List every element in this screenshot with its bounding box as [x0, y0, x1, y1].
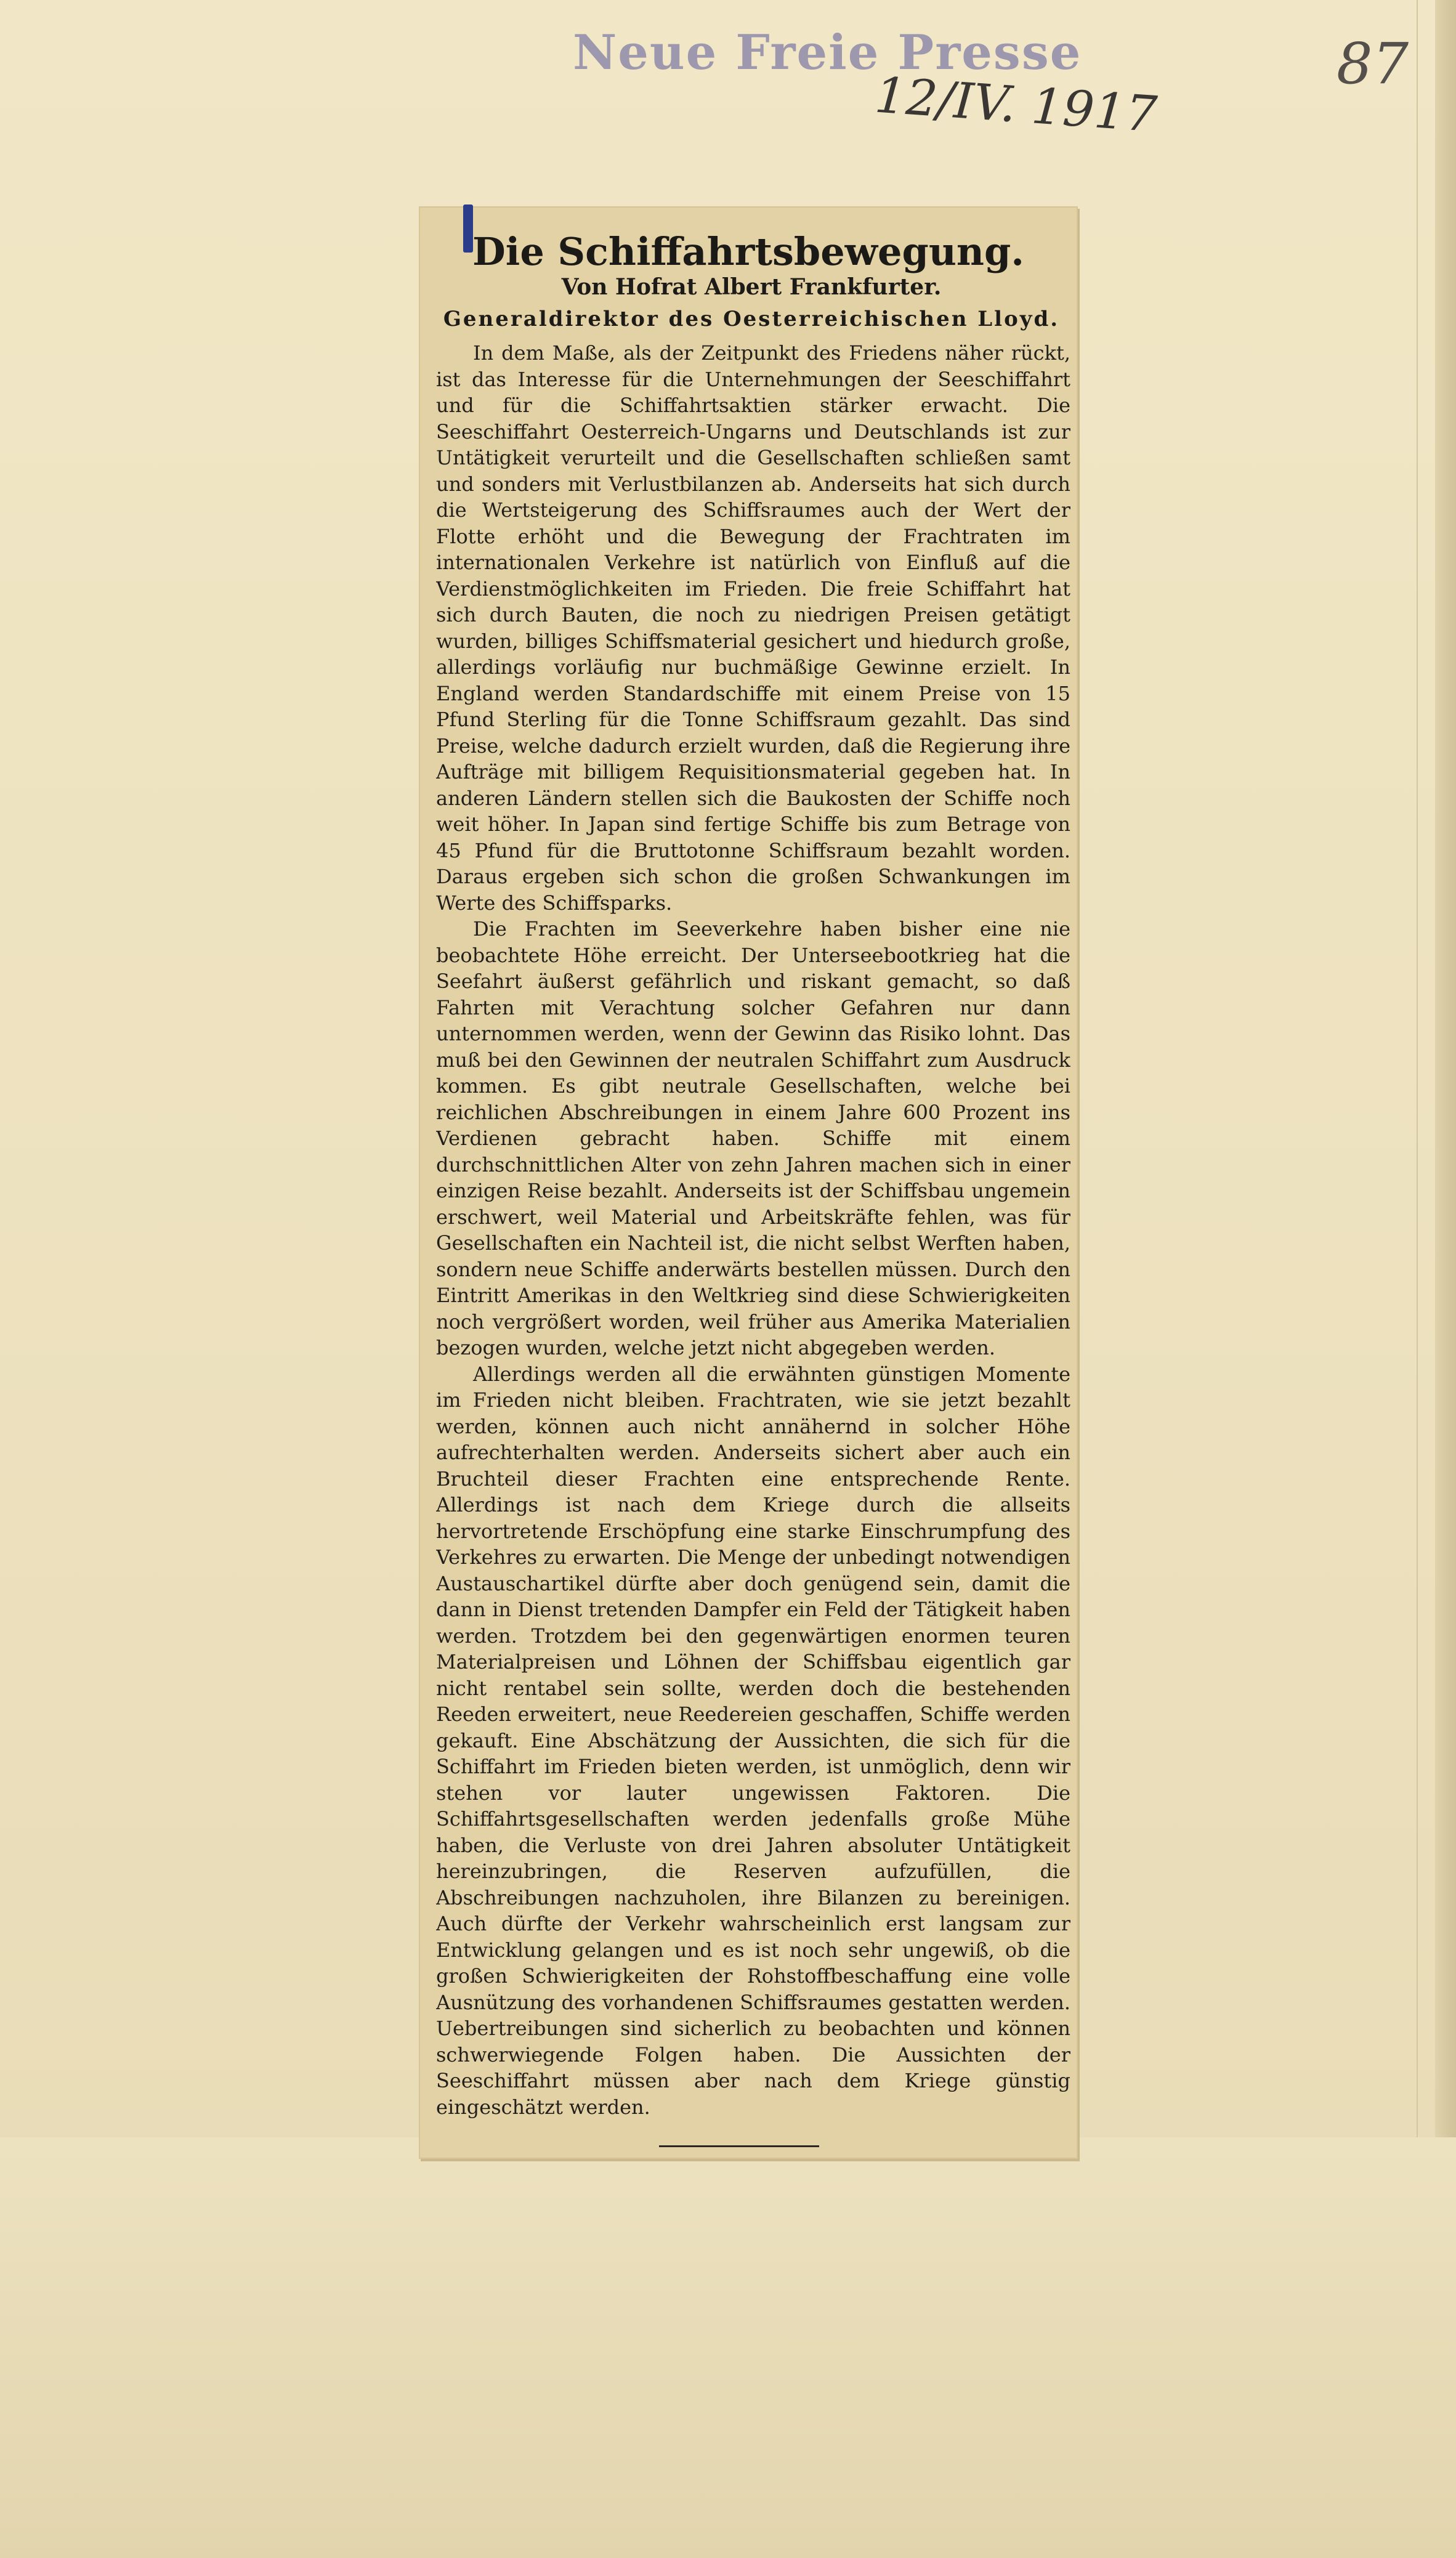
- sheet-lower-area: [0, 2137, 1456, 2558]
- article-paragraph: Die Frachten im Seeverkehre haben bisher eine nie beobachtete Höhe erreicht. Der Unterseebootkrieg hat die Seefahrt äußerst gefährlich und riskant gemacht, so daß Fahrten mit Verachtung solcher Gefahren nur dann unternommen werden, wenn der Gewinn das Risiko lohnt. Das muß bei den Gewinnen der neutralen Schiffahrt zum Ausdruck kommen. Es gibt neutrale Gesellschaften, welche bei reichlichen Abschreibungen in einem Jahre 600 Prozent ins Verdienen gebracht haben. Schiffe mit einem durchschnittlichen Alter von zehn Jahren machen sich in einer einzigen Reise bezahlt. Anderseits ist der Schiffsbau ungemein erschwert, weil Material und Arbeitskräfte fehlen, was für Gesellschaften ein Nachteil ist, die nicht selbst Werften haben, sondern neue Schiffe anderwärts bestellen müssen. Durch den Eintritt Amerikas in den Weltkrieg sind diese Schwierigkeiten noch vergrößert worden, weil früher aus Amerika Materialien bezogen wurden, welche jetzt nicht abgegeben werden.: [436, 917, 1070, 1359]
- handwritten-date: 12/IV. 1917: [873, 66, 1159, 144]
- article-paragraph: In dem Maße, als der Zeitpunkt des Friedens näher rückt, ist das Interesse für die Unternehmungen der Seeschiffahrt und für die Schiffahrtsaktien stärker erwacht. Die Seeschiffahrt Oesterreich-Ungarns und Deutschlands ist zur Untätigkeit verurteilt und die Gesellschaften schließen samt und sonders mit Verlustbilanzen ab. Anderseits hat sich durch die Wertsteigerung des Schiffsraumes auch der Wert der Flotte erhöht und die Bewegung der Frachtraten im internationalen Verkehre ist natürlich von Einfluß auf die Verdienstmöglichkeiten im Frieden. Die freie Schiffahrt hat sich durch Bauten, die noch zu niedrigen Preisen getätigt wurden, billiges Schiffsmaterial gesichert und hiedurch große, allerdings vorläufig nur buchmäßige Gewinne erzielt. In England werden Standardschiffe mit einem Preise von 15 Pfund Sterling für die Tonne Schiffsraum gezahlt. Das sind Preise, welche dadurch erzielt wurden, daß die Regierung ihre Aufträge mit billigem Requisitionsmaterial gegeben hat. In anderen Ländern stellen sich die Baukosten der Schiffe noch weit höher. In Japan sind fertige Schiffe bis zum Betrage von 45 Pfund für die Bruttotonne Schiffsraum bezahlt worden. Daraus ergeben sich schon die großen Schwankungen im Werte des Schiffsparks.: [436, 341, 1070, 915]
- article-byline: Von Hofrat Albert Frankfurter.: [561, 274, 942, 300]
- article-body: [436, 340, 1070, 2120]
- article-headline: Die Schiffahrtsbewegung.: [472, 229, 1024, 274]
- end-rule: [659, 2145, 819, 2147]
- article-paragraph: Allerdings werden all die erwähnten günstigen Momente im Frieden nicht bleiben. Frachtraten, wie sie jetzt bezahlt werden, können auch nicht annähernd in solcher Höhe aufrechterhalten werden. Anderseits sichert aber auch ein Bruchteil dieser Frachten eine entsprechende Rente. Allerdings ist nach dem Kriege durch die allseits hervortretende Erschöpfung eine starke Einschrumpfung des Verkehres zu erwarten. Die Menge der unbedingt notwendigen Austauschartikel dürfte aber doch genügend sein, damit die dann in Dienst tretenden Dampfer ein Feld der Tätigkeit haben werden. Trotzdem bei den gegenwärtigen enormen teuren Materialpreisen und Löhnen der Schiffsbau eigentlich gar nicht rentabel sein sollte, werden doch die bestehenden Reeden erweitert, neue Reedereien geschaffen, Schiffe werden gekauft. Eine Abschätzung der Aussichten, die sich für die Schiffahrt im Frieden bieten werden, ist unmöglich, denn wir stehen vor lauter ungewissen Faktoren. Die Schiffahrtsgesellschaften werden jedenfalls große Mühe haben, die Verluste von drei Jahren absoluter Untätigkeit hereinzubringen, die Reserven aufzufüllen, die Abschreibungen nachzuholen, ihre Bilanzen zu bereinigen. Auch dürfte der Verkehr wahrscheinlich erst langsam zur Entwicklung gelangen und es ist noch sehr ungewiß, ob die großen Schwierigkeiten der Rohstoffbeschaffung eine volle Ausnützung des vorhandenen Schiffsraumes gestatten werden. Uebertreibungen sind sicherlich zu beobachten und können schwerwiegende Folgen haben. Die Aussichten der Seeschiffahrt müssen aber nach dem Kriege günstig eingeschätzt werden.: [436, 1362, 1070, 2119]
- folio-number: 87: [1337, 31, 1409, 97]
- archive-stamp: Neue Freie Presse: [573, 25, 1082, 81]
- author-title: Generaldirektor des Oesterreichischen Lloyd.: [443, 307, 1060, 331]
